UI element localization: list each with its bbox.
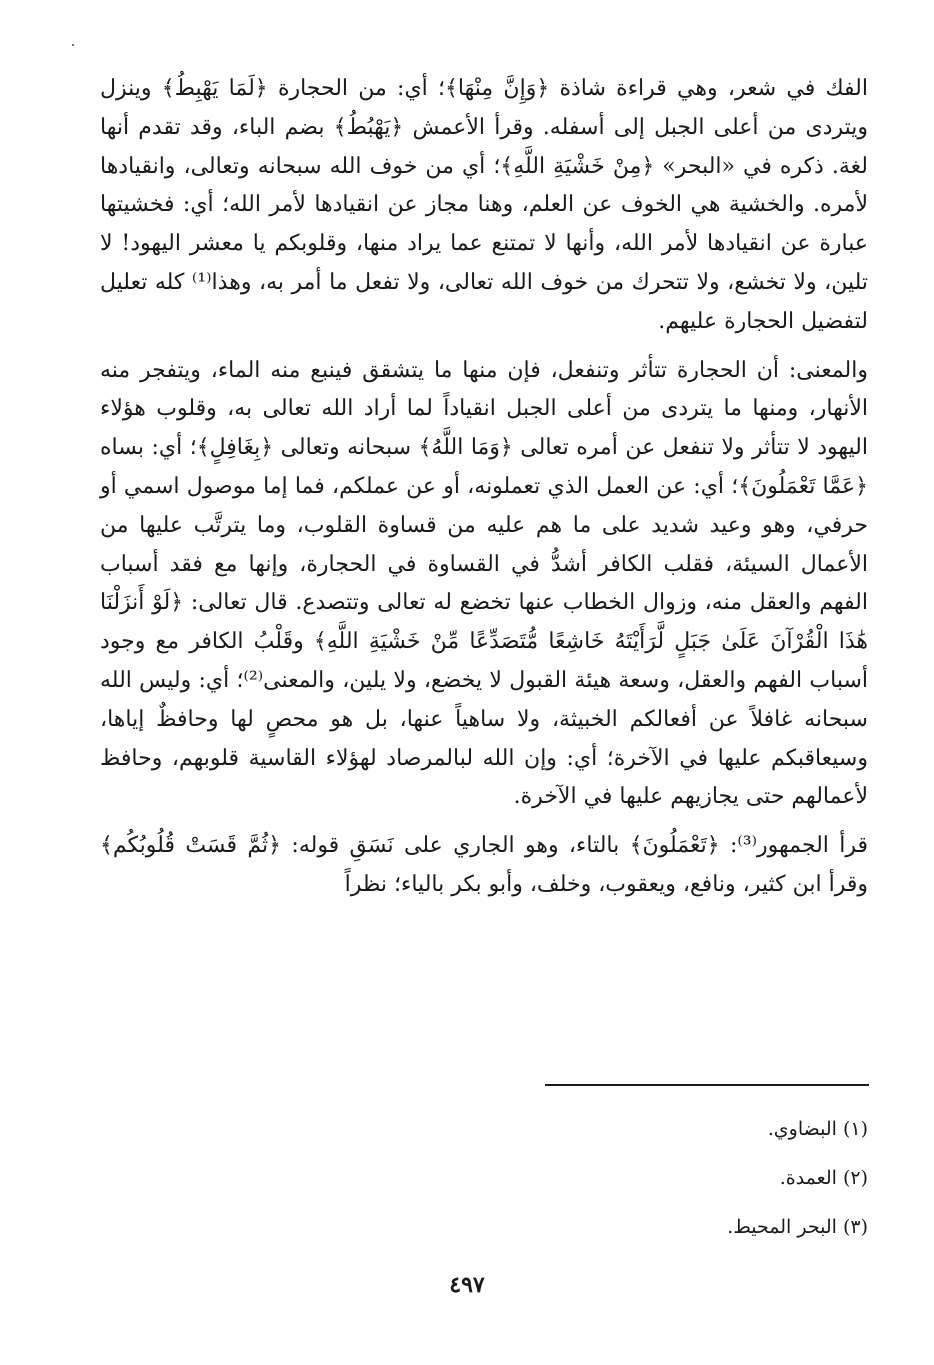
margin-speck xyxy=(72,44,74,46)
footnote-1: (١) البضاوي. xyxy=(767,1118,868,1140)
footnotes xyxy=(500,1116,868,1263)
paragraph-1: الفك في شعر، وهي قراءة شاذة ﴿وَإِنَّ مِنْهَا﴾؛ أي: من الحجارة ﴿لَمَا يَهْبِطُ﴾ وينزل ويتردى من أعلى الجبل إلى أسفله. وقرأ الأعمش ﴿يَهْبُطُ﴾ بضم الباء، وقد تقدم أنها لغة. ذكره في «البحر» ﴿مِنْ خَشْيَةِ اللَّهِ﴾؛ أي من خوف الله سبحانه وتعالى، وانقيادها لأمره. والخشية هي الخوف عن العلم، وهنا مجاز عن انقيادها لأمر الله؛ أي: فخشيتها عبارة عن انقيادها لأمر الله، وأنها لا تمتنع عما يراد منها، وقلوبكم يا معشر اليهود! لا تلين، ولا تخشع، ولا تتحرك من خوف الله تعالى، ولا تفعل ما أمر به، وهذا⁽¹⁾ كله تعليل لتفضيل الحجارة عليهم. xyxy=(100,76,869,334)
footnote-3: (٣) البحر المحيط. xyxy=(727,1216,868,1238)
paragraph-2: والمعنى: أن الحجارة تتأثر وتنفعل، فإن منها ما يتشقق فينبع منه الماء، ويتفجر منه الأنهار، ومنها ما يتردى من أعلى الجبل انقياداً لما أراد الله تعالى به، وقلوب هؤلاء اليهود لا تتأثر ولا تنفعل عن أمره تعالى ﴿وَمَا اللَّهُ﴾ سبحانه وتعالى ﴿بِغَافِلٍ﴾؛ أي: بساه ﴿عَمَّا تَعْمَلُونَ﴾؛ أي: عن العمل الذي تعملونه، أو عن عملكم، فما إما موصول اسمي أو حرفي، وهو وعيد شديد على ما هم عليه من قساوة القلوب، وما يترتَّب عليها من الأعمال السيئة، فقلب الكافر أشدُّ في القساوة في الحجارة، وإنها مع فقد أسباب الفهم والعقل منه، وزوال الخطاب عنها تخضع له تعالى وتتصدع. قال تعالى: ﴿لَوْ أَنزَلْنَا هَٰذَا الْقُرْآنَ عَلَىٰ جَبَلٍ لَّرَأَيْتَهُ خَاشِعًا مُّتَصَدِّعًا مِّنْ خَشْيَةِ اللَّهِ﴾ وقَلْبُ الكافر مع وجود أسباب الفهم والعقل، وسعة هيئة القبول لا يخضع، ولا يلين، والمعنى⁽²⁾؛ أي: وليس الله سبحانه غافلاً عن أفعالكم الخبيثة، ولا ساهياً عنها، بل هو محصٍ لها وحافظٌ إياها، وسيعاقبكم عليها في الآخرة؛ أي: وإن الله لبالمرصاد لهؤلاء القاسية قلوبهم، وحافظ لأعمالهم حتى يجازيهم عليها في الآخرة. xyxy=(100,357,869,810)
page-number: ٤٩٧ xyxy=(449,1272,485,1298)
paragraph-3: قرأ الجمهور⁽³⁾: ﴿تَعْمَلُونَ﴾ بالتاء، وهو الجاري على نَسَقِ قوله: ﴿ثُمَّ قَسَتْ قُلُوبُكُم﴾ وقرأ ابن كثير، ونافع، ويعقوب، وخلف، وأبو بكر بالياء؛ نظراً xyxy=(100,833,869,897)
footnote-separator xyxy=(545,1084,869,1086)
footnote-2: (٢) العمدة. xyxy=(779,1167,868,1189)
main-text-block xyxy=(100,70,868,905)
